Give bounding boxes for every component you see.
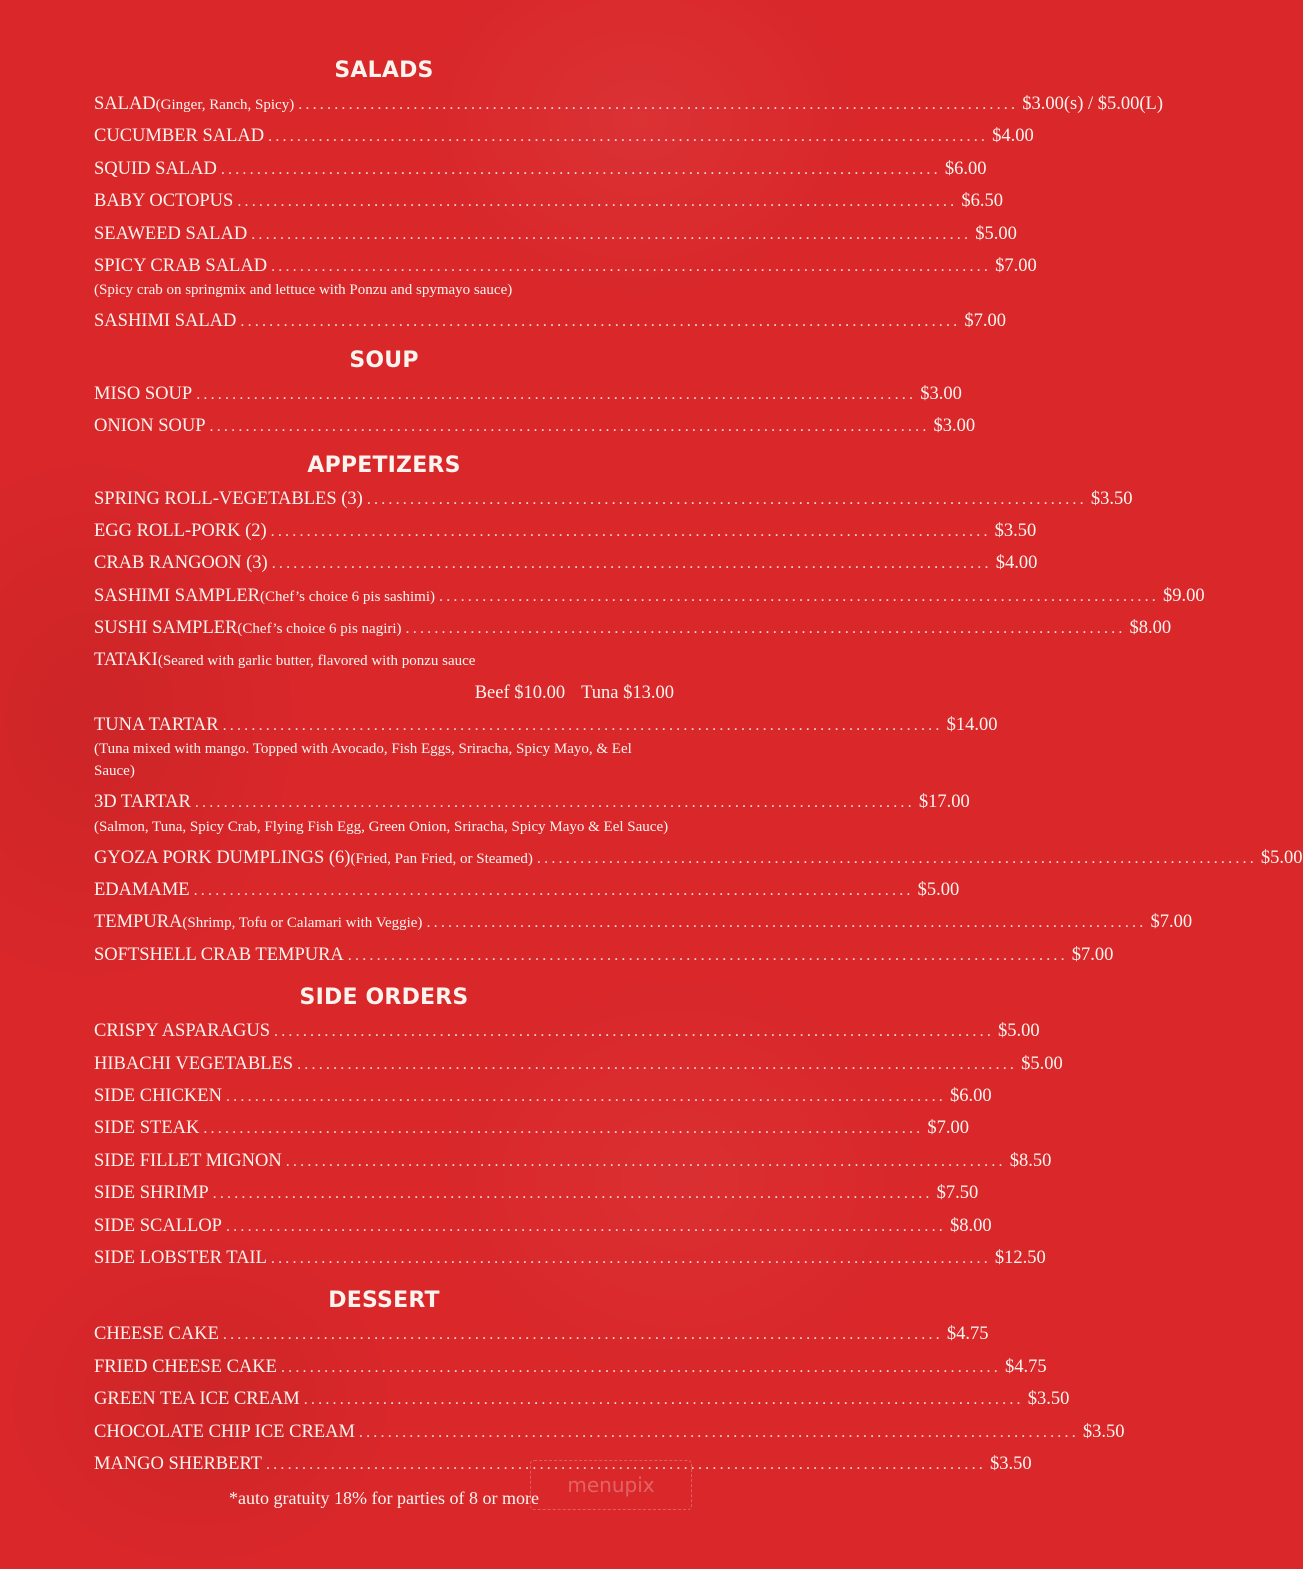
item-name: SIDE SCALLOP xyxy=(94,1215,222,1236)
item-price: $3.50 xyxy=(1027,1389,1070,1410)
menu-item xyxy=(94,378,962,410)
menu-item xyxy=(94,1145,1052,1177)
menu-item xyxy=(94,250,1037,282)
item-name: SEAWEED SALAD xyxy=(94,223,248,244)
dot-leader: .................................................................................................... xyxy=(366,490,1087,508)
menu-item xyxy=(94,185,1003,217)
item-price: $7.00 xyxy=(1150,912,1193,933)
item-price: $12.50 xyxy=(994,1247,1046,1268)
item-name: CRAB RANGOON (3) xyxy=(94,553,268,574)
dot-leader: .................................................................................................... xyxy=(225,1217,946,1235)
menu-item xyxy=(94,88,1163,120)
item-name: GREEN TEA ICE CREAM xyxy=(94,1389,300,1410)
menu-item xyxy=(94,120,1034,152)
item-description: (Spicy crab on springmix and lettuce with Ponzu and spymayo sauce) xyxy=(94,282,513,299)
item-note: (Ginger, Ranch, Spicy) xyxy=(155,97,295,113)
dot-leader: .................................................................................................... xyxy=(303,1391,1024,1409)
item-price: $3.00 xyxy=(920,383,962,404)
item-name: SUSHI SAMPLER xyxy=(94,618,238,639)
menu-item xyxy=(94,709,998,741)
menu-item xyxy=(94,1351,1047,1383)
item-price: $7.00 xyxy=(964,311,1006,332)
item-name: SPRING ROLL-VEGETABLES (3) xyxy=(94,488,363,509)
menu-item xyxy=(94,939,1114,971)
item-price: $3.00 xyxy=(933,416,976,437)
item-name: TEMPURA xyxy=(94,912,183,933)
menu-item xyxy=(94,1416,1125,1448)
item-name: SOFTSHELL CRAB TEMPURA xyxy=(94,944,344,965)
menu-item xyxy=(94,1242,1046,1274)
dot-leader: .................................................................................................... xyxy=(358,1423,1079,1441)
item-description: (Tuna mixed with mango. Topped with Avocado, Fish Eggs, Sriracha, Spicy Mayo, & Eel Sauce) xyxy=(94,741,632,780)
item-price: $8.00 xyxy=(1129,618,1172,639)
item-name: CHOCOLATE CHIP ICE CREAM xyxy=(94,1421,355,1442)
dot-leader: .................................................................................................... xyxy=(209,418,930,436)
item-name: SIDE LOBSTER TAIL xyxy=(94,1247,267,1268)
item-price: $4.75 xyxy=(1004,1356,1047,1377)
dot-leader: .................................................................................................... xyxy=(536,849,1257,867)
dot-leader: .................................................................................................... xyxy=(222,716,943,734)
item-price: $8.00 xyxy=(949,1215,992,1236)
menu-item xyxy=(94,305,1006,337)
item-name: MISO SOUP xyxy=(94,383,193,404)
dot-leader: .................................................................................................... xyxy=(196,385,917,403)
dot-leader: .................................................................................................... xyxy=(265,1455,986,1473)
menu-item xyxy=(94,483,1133,515)
menu-item xyxy=(94,153,987,185)
item-price: $4.00 xyxy=(995,553,1038,574)
item-name: CRISPY ASPARAGUS xyxy=(94,1021,271,1042)
dot-leader: .................................................................................................... xyxy=(426,914,1147,932)
dot-leader: .................................................................................................... xyxy=(220,160,941,178)
item-price: $3.50 xyxy=(989,1453,1032,1474)
item-name: 3D TARTAR xyxy=(94,792,191,813)
item-note: (Shrimp, Tofu or Calamari with Veggie) xyxy=(182,915,423,932)
dot-leader: .................................................................................................... xyxy=(270,1249,991,1267)
menu-page xyxy=(94,54,1303,1514)
item-name: CHEESE CAKE xyxy=(94,1324,219,1345)
item-name: CUCUMBER SALAD xyxy=(94,126,265,147)
item-price: $7.00 xyxy=(927,1118,969,1139)
item-name: SASHIMI SALAD xyxy=(94,311,237,332)
item-note: (Seared with garlic butter, flavored with ponzu sauce xyxy=(157,653,476,670)
section-heading-salads: SALADS xyxy=(334,58,434,83)
menu-item xyxy=(94,1318,989,1350)
item-price: $9.00 xyxy=(1163,585,1205,606)
item-note: (Fried, Pan Fried, or Steamed) xyxy=(350,850,533,867)
item-name: SIDE CHICKEN xyxy=(94,1085,222,1106)
menu-item xyxy=(94,547,1038,579)
item-price: $3.50 xyxy=(994,520,1037,541)
menu-item xyxy=(94,1112,969,1144)
item-description: (Salmon, Tuna, Spicy Crab, Flying Fish Egg, Green Onion, Sriracha, Spicy Mayo & Eel Sauce) xyxy=(94,818,669,835)
menu-item xyxy=(94,1177,979,1209)
item-price: $7.00 xyxy=(1071,944,1114,965)
dot-leader: .................................................................................................... xyxy=(405,620,1126,638)
menu-item xyxy=(94,1015,1040,1047)
item-name: SQUID SALAD xyxy=(94,158,217,179)
item-name: EGG ROLL-PORK (2) xyxy=(94,520,267,541)
item-price: $4.00 xyxy=(992,126,1034,147)
section-heading-soup: SOUP xyxy=(349,347,419,373)
menu-item xyxy=(94,612,1172,644)
item-price: $6.00 xyxy=(949,1085,992,1106)
watermark-logo: menupix xyxy=(530,1460,692,1510)
dot-leader: .................................................................................................... xyxy=(203,1120,924,1138)
item-note: (Chef’s choice 6 pis sashimi) xyxy=(260,588,435,605)
item-price: $5.00 xyxy=(998,1021,1040,1042)
item-price: $6.50 xyxy=(961,191,1003,212)
dot-leader: .................................................................................................... xyxy=(193,882,914,900)
item-name: MANGO SHERBERT xyxy=(94,1453,262,1474)
item-price: $17.00 xyxy=(918,792,970,813)
item-price: $7.00 xyxy=(995,255,1037,276)
menu-item xyxy=(94,842,1303,874)
dot-leader: .................................................................................................... xyxy=(297,1055,1018,1073)
item-price: $4.75 xyxy=(946,1324,989,1345)
item-price: $14.00 xyxy=(946,714,998,735)
item-name: GYOZA PORK DUMPLINGS (6) xyxy=(94,847,351,868)
item-price: $5.00 xyxy=(1021,1053,1063,1074)
item-note: (Chef’s choice 6 pis nagiri) xyxy=(237,621,402,638)
menu-item xyxy=(94,874,960,906)
menu-item xyxy=(94,1383,1070,1415)
dot-leader: .................................................................................................... xyxy=(251,225,972,243)
dot-leader: .................................................................................................... xyxy=(274,1023,995,1041)
item-name: FRIED CHEESE CAKE xyxy=(94,1356,277,1377)
item-name: BABY OCTOPUS xyxy=(94,191,234,212)
item-price: $5.00 xyxy=(975,223,1017,244)
menu-item xyxy=(94,1048,1063,1080)
item-price: $3.00(s) / $5.00(L) xyxy=(1022,94,1163,114)
dot-leader: .................................................................................................... xyxy=(285,1152,1006,1170)
dot-leader: .................................................................................................... xyxy=(439,587,1159,605)
dot-leader: .................................................................................................... xyxy=(270,522,991,540)
item-name: TUNA TARTAR xyxy=(94,714,219,735)
dot-leader: .................................................................................................... xyxy=(222,1326,943,1344)
menu-item xyxy=(94,218,1017,250)
menu-item xyxy=(94,1210,992,1242)
dot-leader: .................................................................................................... xyxy=(298,96,1019,113)
item-price: $8.50 xyxy=(1009,1150,1052,1171)
item-name: SIDE FILLET MIGNON xyxy=(94,1150,282,1171)
item-name: ONION SOUP xyxy=(94,416,206,437)
price-option-beef: Beef $10.00 xyxy=(474,682,566,703)
item-price: $3.50 xyxy=(1090,488,1133,509)
menu-item xyxy=(94,786,970,818)
dot-leader: .................................................................................................... xyxy=(225,1087,946,1105)
price-option-tuna: Tuna $13.00 xyxy=(581,682,674,703)
dot-leader: .................................................................................................... xyxy=(268,128,989,146)
item-name: TATAKI xyxy=(94,650,158,671)
item-name: EDAMAME xyxy=(94,880,190,901)
item-price: $5.00 xyxy=(1260,847,1303,868)
dot-leader: .................................................................................................... xyxy=(240,313,961,331)
item-price: $7.50 xyxy=(936,1183,979,1204)
dot-leader: .................................................................................................... xyxy=(347,946,1068,964)
dot-leader: .................................................................................................... xyxy=(212,1185,933,1203)
menu-item xyxy=(94,515,1037,547)
dot-leader: .................................................................................................... xyxy=(237,193,958,211)
section-heading-appetizers: APPETIZERS xyxy=(307,452,461,478)
item-name: SIDE SHRIMP xyxy=(94,1183,209,1204)
menu-item xyxy=(94,644,674,676)
item-name: HIBACHI VEGETABLES xyxy=(94,1053,294,1074)
item-name: SPICY CRAB SALAD xyxy=(94,255,268,276)
section-heading-dessert: DESSERT xyxy=(328,1288,440,1314)
item-name: SASHIMI SAMPLER xyxy=(94,585,261,606)
dot-leader: .................................................................................................... xyxy=(280,1358,1001,1376)
menu-item xyxy=(94,580,1205,612)
item-price: $3.50 xyxy=(1082,1421,1125,1442)
gratuity-note: *auto gratuity 18% for parties of 8 or more xyxy=(229,1488,539,1509)
menu-item xyxy=(94,906,1193,938)
item-price: $5.00 xyxy=(917,880,960,901)
tataki-prices xyxy=(94,677,674,709)
item-name: SALAD xyxy=(94,94,156,114)
dot-leader: .................................................................................................... xyxy=(194,794,915,812)
dot-leader: .................................................................................................... xyxy=(271,555,992,573)
dot-leader: .................................................................................................... xyxy=(271,257,992,275)
menu-item xyxy=(94,410,976,442)
item-price: $6.00 xyxy=(944,158,987,179)
item-name: SIDE STEAK xyxy=(94,1118,200,1139)
section-heading-side-orders: SIDE ORDERS xyxy=(299,985,469,1011)
menu-item xyxy=(94,1080,992,1112)
